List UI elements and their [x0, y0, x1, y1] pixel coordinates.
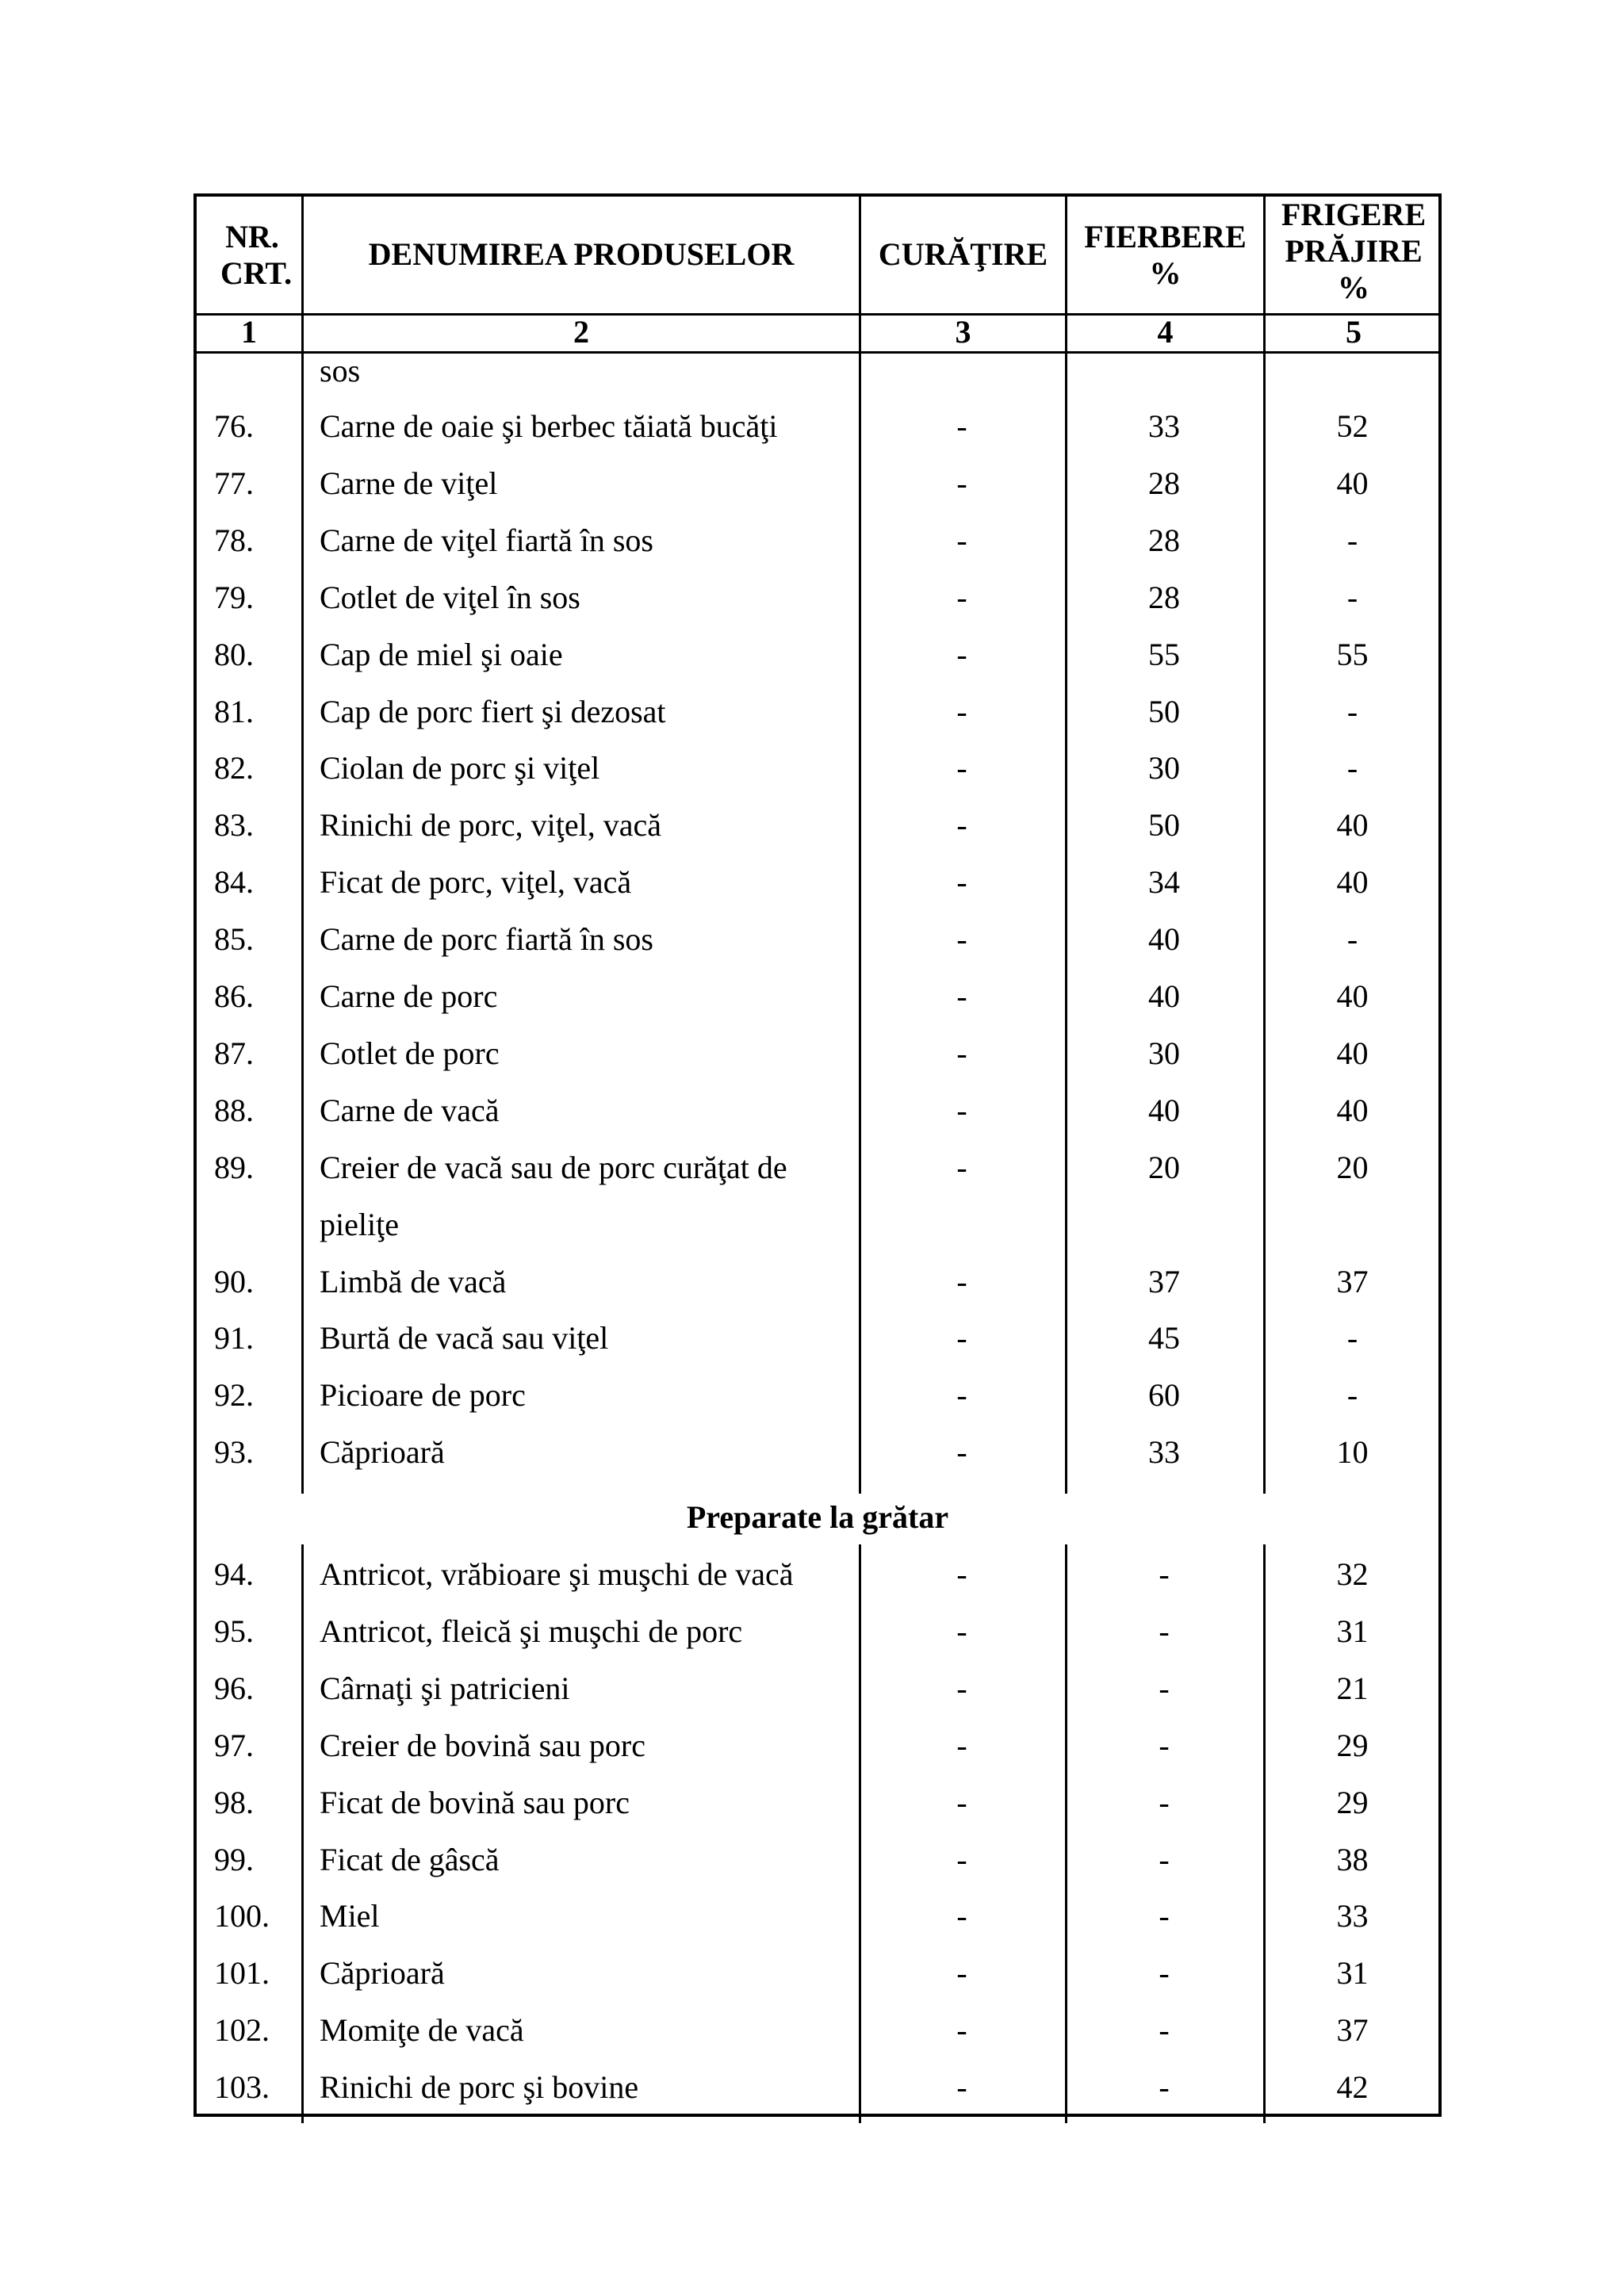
frigere-value: 40 — [1336, 978, 1369, 1014]
frigere-value: - — [1346, 1320, 1358, 1357]
product-name: Ciolan de porc şi viţel — [320, 750, 600, 786]
frigere-value: - — [1346, 693, 1358, 729]
product-name: Căprioară — [320, 1434, 445, 1471]
fierbere-value: - — [1159, 2012, 1170, 2049]
product-name: pieliţe — [320, 1206, 399, 1242]
curatire-value: - — [956, 465, 967, 501]
header-denumire: DENUMIREA PRODUSELOR — [368, 236, 795, 272]
row-number: 101. — [214, 1955, 270, 1992]
frigere-value: - — [1346, 750, 1358, 786]
product-name: Creier de vacă sau de porc curăţat de — [320, 1149, 787, 1185]
product-name: Rinichi de porc, viţel, vacă — [320, 807, 661, 844]
frigere-value: 40 — [1336, 807, 1369, 844]
curatire-value: - — [956, 1556, 967, 1592]
frigere-value: 37 — [1336, 2012, 1369, 2049]
product-name: Căprioară — [320, 1955, 445, 1992]
fierbere-value: 28 — [1148, 465, 1180, 501]
product-name: Miel — [320, 1898, 380, 1934]
row-number: 93. — [214, 1434, 254, 1471]
row-number: 77. — [214, 465, 254, 501]
fierbere-value: 34 — [1148, 864, 1180, 901]
curatire-value: - — [956, 1035, 967, 1071]
curatire-value: - — [956, 1149, 967, 1185]
row-number: 92. — [214, 1377, 254, 1414]
product-name: Carne de vacă — [320, 1092, 500, 1128]
fierbere-value: - — [1159, 1841, 1170, 1877]
row-number: 90. — [214, 1263, 254, 1299]
curatire-value: - — [956, 1377, 967, 1414]
frigere-value: 37 — [1336, 1263, 1369, 1299]
row-number: 76. — [214, 408, 254, 444]
fierbere-value: 40 — [1148, 978, 1180, 1014]
curatire-value: - — [956, 921, 967, 958]
frigere-value: 33 — [1336, 1898, 1369, 1934]
row-number: 85. — [214, 921, 254, 958]
product-name: Creier de bovină sau porc — [320, 1727, 645, 1763]
product-name: Cârnaţi şi patricieni — [320, 1670, 570, 1706]
fierbere-value: - — [1159, 2069, 1170, 2106]
section-title: Preparate la grătar — [686, 1499, 949, 1535]
curatire-value: - — [956, 1898, 967, 1934]
frigere-value: 31 — [1336, 1955, 1369, 1992]
fierbere-value: 30 — [1148, 750, 1180, 786]
curatire-value: - — [956, 978, 967, 1014]
frigere-value: 21 — [1336, 1670, 1369, 1706]
frigere-value: 40 — [1336, 864, 1369, 901]
row-number: 95. — [214, 1613, 254, 1649]
curatire-value: - — [956, 2069, 967, 2106]
curatire-value: - — [956, 522, 967, 558]
header-frigere: FRIGERE PRĂJIRE % — [1281, 197, 1427, 305]
column-number: 2 — [573, 314, 589, 350]
row-number: 99. — [214, 1841, 254, 1877]
product-name: Ficat de gâscă — [320, 1841, 500, 1877]
frigere-value: 42 — [1336, 2069, 1369, 2106]
product-name: Cotlet de porc — [320, 1035, 500, 1071]
row-number: 82. — [214, 750, 254, 786]
product-name: Cotlet de viţel în sos — [320, 579, 580, 615]
fierbere-value: 28 — [1148, 579, 1180, 615]
product-name: Carne de viţel fiartă în sos — [320, 522, 653, 558]
row-number: 98. — [214, 1784, 254, 1820]
curatire-value: - — [956, 1320, 967, 1357]
column-number: 3 — [955, 314, 971, 350]
fierbere-value: - — [1159, 1670, 1170, 1706]
product-name: Carne de oaie şi berbec tăiată bucăţi — [320, 408, 778, 444]
fierbere-value: 60 — [1148, 1377, 1180, 1414]
header-fierbere: FIERBERE % — [1084, 219, 1247, 291]
row-number: 97. — [214, 1727, 254, 1763]
product-name: Carne de porc — [320, 978, 498, 1014]
curatire-value: - — [956, 807, 967, 844]
curatire-value: - — [956, 1727, 967, 1763]
frigere-value: - — [1346, 1377, 1358, 1414]
frigere-value: 52 — [1336, 408, 1369, 444]
product-name: Rinichi de porc şi bovine — [320, 2069, 639, 2106]
product-name: Ficat de bovină sau porc — [320, 1784, 630, 1820]
row-number: 88. — [214, 1092, 254, 1128]
fierbere-value: - — [1159, 1898, 1170, 1934]
header-curatire: CURĂŢIRE — [878, 236, 1048, 272]
curatire-value: - — [956, 1670, 967, 1706]
frigere-value: 40 — [1336, 1035, 1369, 1071]
frigere-value: 40 — [1336, 465, 1369, 501]
fierbere-value: - — [1159, 1613, 1170, 1649]
header-nr-crt: NR. CRT. — [220, 219, 293, 291]
column-number: 5 — [1346, 314, 1362, 350]
curatire-value: - — [956, 1613, 967, 1649]
row-number: 81. — [214, 693, 254, 729]
product-name: Antricot, fleică şi muşchi de porc — [320, 1613, 743, 1649]
row-number: 94. — [214, 1556, 254, 1592]
curatire-value: - — [956, 408, 967, 444]
frigere-value: 40 — [1336, 1092, 1369, 1128]
row-number: 89. — [214, 1149, 254, 1185]
product-name: Picioare de porc — [320, 1377, 526, 1414]
curatire-value: - — [956, 2012, 967, 2049]
fierbere-value: 55 — [1148, 636, 1180, 672]
frigere-value: - — [1346, 579, 1358, 615]
fierbere-value: 28 — [1148, 522, 1180, 558]
row-number: 100. — [214, 1898, 270, 1934]
curatire-value: - — [956, 1263, 967, 1299]
frigere-value: 29 — [1336, 1784, 1369, 1820]
fierbere-value: - — [1159, 1955, 1170, 1992]
product-name: Burtă de vacă sau viţel — [320, 1320, 609, 1357]
row-number: 84. — [214, 864, 254, 901]
curatire-value: - — [956, 1434, 967, 1471]
frigere-value: 20 — [1336, 1149, 1369, 1185]
row-number: 79. — [214, 579, 254, 615]
frigere-value: - — [1346, 921, 1358, 958]
frigere-value: 10 — [1336, 1434, 1369, 1471]
fierbere-value: 40 — [1148, 921, 1180, 958]
fierbere-value: - — [1159, 1727, 1170, 1763]
product-name: Carne de viţel — [320, 465, 498, 501]
continuation-text: sos — [320, 353, 361, 388]
product-name: Momiţe de vacă — [320, 2012, 524, 2049]
curatire-value: - — [956, 1841, 967, 1877]
frigere-value: 29 — [1336, 1727, 1369, 1763]
fierbere-value: 50 — [1148, 693, 1180, 729]
fierbere-value: 37 — [1148, 1263, 1180, 1299]
row-number: 91. — [214, 1320, 254, 1357]
frigere-value: 32 — [1336, 1556, 1369, 1592]
product-name: Cap de porc fiert şi dezosat — [320, 693, 666, 729]
row-number: 87. — [214, 1035, 254, 1071]
frigere-value: 31 — [1336, 1613, 1369, 1649]
product-name: Carne de porc fiartă în sos — [320, 921, 653, 958]
fierbere-value: - — [1159, 1556, 1170, 1592]
frigere-value: - — [1346, 522, 1358, 558]
curatire-value: - — [956, 1784, 967, 1820]
fierbere-value: 50 — [1148, 807, 1180, 844]
fierbere-value: 20 — [1148, 1149, 1180, 1185]
curatire-value: - — [956, 579, 967, 615]
product-name: Cap de miel şi oaie — [320, 636, 563, 672]
curatire-value: - — [956, 864, 967, 901]
curatire-value: - — [956, 636, 967, 672]
row-number: 80. — [214, 636, 254, 672]
frigere-value: 55 — [1336, 636, 1369, 672]
column-number: 4 — [1157, 314, 1174, 350]
curatire-value: - — [956, 1092, 967, 1128]
curatire-value: - — [956, 1955, 967, 1992]
product-name: Limbă de vacă — [320, 1263, 507, 1299]
frigere-value: 38 — [1336, 1841, 1369, 1877]
product-name: Ficat de porc, viţel, vacă — [320, 864, 632, 901]
curatire-value: - — [956, 693, 967, 729]
data-table — [193, 193, 1442, 2117]
fierbere-value: 33 — [1148, 408, 1180, 444]
fierbere-value: 45 — [1148, 1320, 1180, 1357]
fierbere-value: 40 — [1148, 1092, 1180, 1128]
column-number: 1 — [241, 314, 257, 350]
row-number: 96. — [214, 1670, 254, 1706]
fierbere-value: - — [1159, 1784, 1170, 1820]
row-number: 86. — [214, 978, 254, 1014]
fierbere-value: 30 — [1148, 1035, 1180, 1071]
curatire-value: - — [956, 750, 967, 786]
product-name: Antricot, vrăbioare şi muşchi de vacă — [320, 1556, 794, 1592]
row-number: 78. — [214, 522, 254, 558]
row-number: 102. — [214, 2012, 270, 2049]
row-number: 103. — [214, 2069, 270, 2106]
row-number: 83. — [214, 807, 254, 844]
fierbere-value: 33 — [1148, 1434, 1180, 1471]
